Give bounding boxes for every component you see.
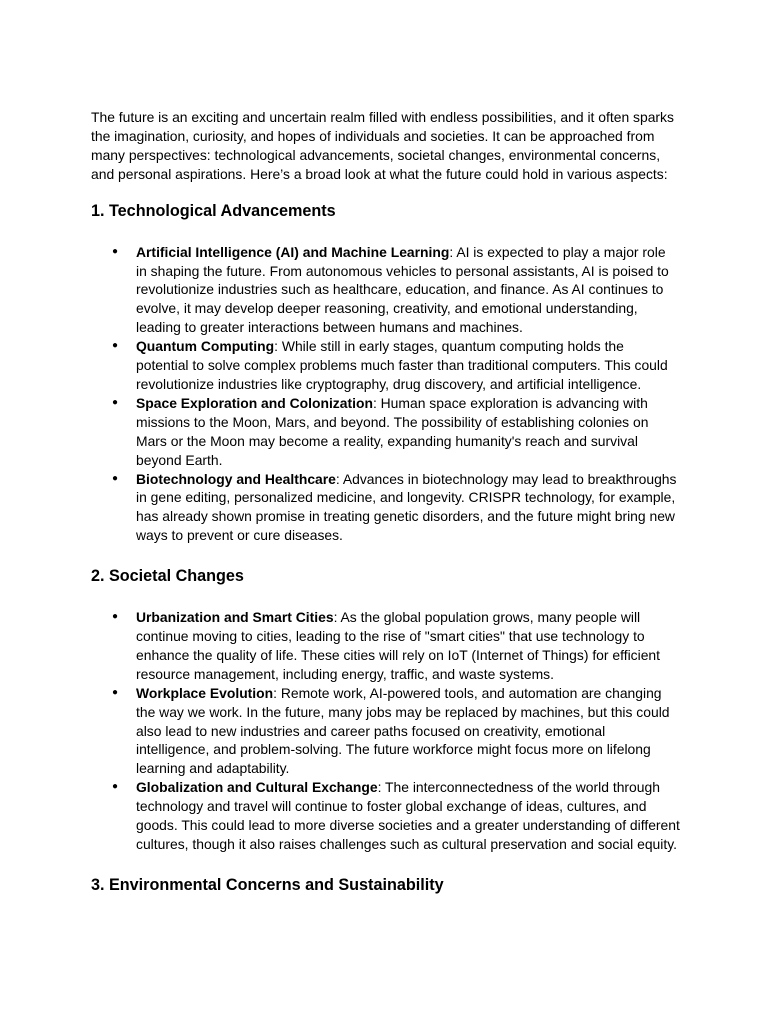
item-term: Urbanization and Smart Cities [136, 609, 334, 626]
list-item [91, 243, 680, 338]
list-item [91, 337, 680, 394]
section-heading-technological-advancements: 1. Technological Advancements [91, 201, 336, 220]
intro-paragraph: The future is an exciting and uncertain realm filled with endless possibilities, and it often sparks the imagination, curiosity, and hopes of individuals and societies. It can be approached from many perspectives: technological advancements, societal changes, environmental concerns, and personal aspirations. Here’s a broad look at what the future could hold in various aspects: [91, 109, 674, 182]
item-text: : The interconnectedness of the world through technology and travel will continue to foster global exchange of ideas, cultures, and goods. This could lead to more diverse societies and a greater understanding of different cultures, though it also raises challenges such as cultural preservation and social equity. [136, 779, 680, 852]
item-text: : While still in early stages, quantum computing holds the potential to solve complex problems much faster than traditional computers. This could revolutionize industries like cryptography, drug discovery, and artificial intelligence. [136, 338, 668, 392]
bullet-icon: ● [112, 245, 119, 257]
section-heading-societal-changes: 2. Societal Changes [91, 567, 244, 586]
list-item [91, 470, 680, 546]
bullet-list-societal [91, 608, 680, 854]
item-text: : Advances in biotechnology may lead to breakthroughs in gene editing, personalized medicine, and longevity. CRISPR technology, for example, has already shown promise in treating genetic disorders, and the future might bring new ways to prevent or cure diseases. [136, 470, 677, 544]
item-text: : As the global population grows, many people will continue moving to cities, leading to the rise of "smart cities" that use technology to enhance the quality of life. These cities will rely on IoT (Internet of Things) for efficient resource management, including energy, traffic, and waste systems. [136, 609, 661, 682]
list-item [91, 684, 680, 779]
item-term: Artificial Intelligence (AI) and Machine Learning [136, 243, 450, 260]
item-term: Quantum Computing [136, 338, 275, 355]
bullet-icon: ● [112, 472, 119, 484]
item-text: : Human space exploration is advancing with missions to the Moon, Mars, and beyond. The possibility of establishing colonies on Mars or the Moon may become a reality, expanding humanity's reach and survival beyond Earth. [136, 394, 649, 468]
item-text: : AI is expected to play a major role in shaping the future. From autonomous vehicles to personal assistants, AI is poised to revolutionize industries such as healthcare, education, and finance. As AI continues to evolve, it may develop deeper reasoning, creativity, and emotional understanding, leading to greater interactions between humans and machines. [136, 243, 669, 336]
section-heading-environmental: 3. Environmental Concerns and Sustainability [91, 875, 444, 894]
list-item [91, 608, 680, 684]
bullet-icon: ● [112, 396, 119, 408]
item-term: Globalization and Cultural Exchange [136, 779, 378, 796]
bullet-icon: ● [112, 781, 119, 793]
list-item [91, 778, 680, 854]
bullet-list-technological [91, 243, 680, 546]
bullet-icon: ● [112, 611, 119, 623]
item-term: Biotechnology and Healthcare [136, 470, 336, 487]
list-item [91, 394, 680, 470]
bullet-icon: ● [112, 686, 119, 698]
item-text: : Remote work, AI-powered tools, and automation are changing the way we work. In the future, many jobs may be replaced by machines, but this could also lead to new industries and career paths focused on creativity, emotional intelligence, and problem-solving. The future workforce might focus more on lifelong learning and adaptability. [136, 684, 670, 777]
item-term: Workplace Evolution [136, 684, 274, 701]
bullet-icon: ● [112, 340, 119, 352]
item-term: Space Exploration and Colonization [136, 394, 373, 411]
